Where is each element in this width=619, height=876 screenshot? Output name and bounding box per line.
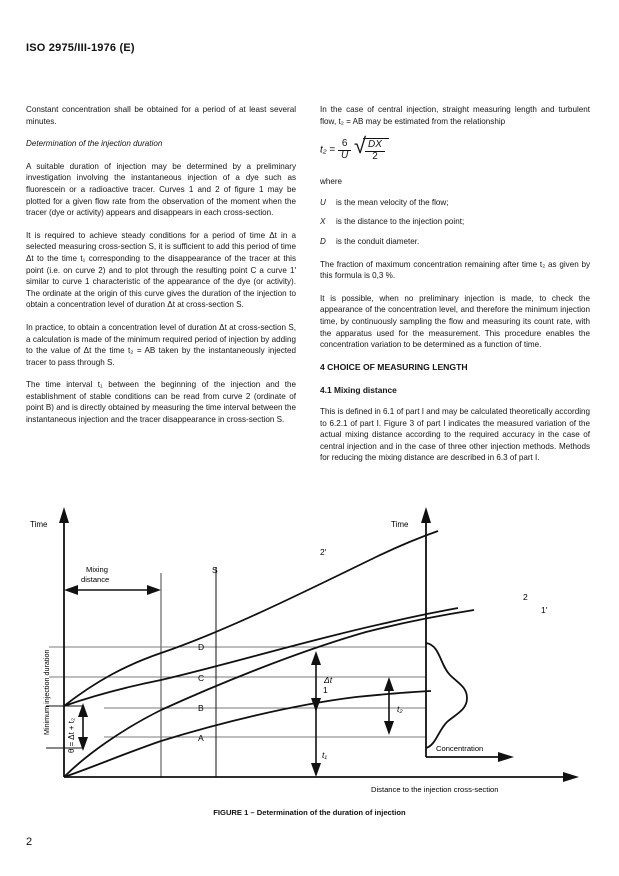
point-label-d: D	[198, 642, 205, 652]
point-label-b: B	[198, 703, 204, 713]
definition-row	[320, 197, 590, 209]
paragraph-fraction-max-concentration: The fraction of maximum concentration remaining after time t₂ as given by this formula is 0,3 %.	[320, 259, 590, 281]
paragraph-suitable-duration: A suitable duration of injection may be determined by a preliminary investigation involving the instantaneous injection of a dye such as fluorescein or a radioactive tracer. Curves 1 and 2 of figure 1 may be plotted for a given flow rate from the observation of the moment when the tracer (dye or activity) appears and disappears in each cross-section.	[26, 161, 296, 218]
theta-measure	[78, 703, 88, 751]
concentration-axis	[426, 752, 514, 762]
document-header: ISO 2975/III-1976 (E)	[26, 42, 135, 54]
curve-label-2: 2	[523, 592, 528, 602]
section-s-label: S	[212, 565, 218, 575]
right-axis-label-time: Time	[391, 520, 409, 529]
mixing-distance-label-line1: Mixing	[86, 565, 108, 574]
paragraph-no-preliminary-injection: It is possible, when no preliminary injection is made, to check the appearance of the concentration level, and therefore the minimum injection time, by continuously sampling the flow and measuring its count rate, with the apparatus used for the measurement. This procedure enables the concentration variation to be determined as a function of time.	[320, 293, 590, 350]
theta-formula-label: θ = Δt + t₂	[67, 717, 76, 753]
minimum-injection-duration-label: Minimum injection duration	[42, 649, 51, 735]
curve-2-prime	[64, 531, 438, 706]
symbol-definition-list	[320, 197, 590, 248]
definition-symbol: X	[320, 217, 326, 227]
t1-measure	[311, 703, 321, 777]
curve-2	[64, 608, 458, 706]
paragraph-mixing-distance: This is defined in 6.1 of part I and may be calculated theoretically according to 6.2.1 of part I. Figure 3 of part I indicates the measured variation of the actual mixing distance according to the required accuracy in the case of central injection and in the case of three other injection methods. Methods for reducing the mixing distance are described in 6.3 of part I.	[320, 406, 590, 463]
formula-t2	[320, 133, 590, 162]
right-time-axis	[421, 507, 431, 757]
formula-radicand-numerator: DX	[365, 140, 385, 152]
definition-symbol: U	[320, 197, 326, 207]
definition-symbol: D	[320, 236, 326, 246]
concentration-axis-label: Concentration	[436, 744, 484, 753]
formula-radicand-denominator: 2	[372, 150, 378, 162]
formula-radicand	[363, 138, 389, 162]
point-label-a: A	[198, 733, 204, 743]
delta-t-label: Δt	[324, 675, 333, 685]
paragraph-central-injection: In the case of central injection, straight measuring length and turbulent flow, t₂ = AB may be estimated from the relationship	[320, 105, 590, 126]
distance-axis-label: Distance to the injection cross-section	[371, 785, 499, 794]
formula-coefficient-denominator: U	[341, 149, 349, 161]
definition-text: is the mean velocity of the flow;	[336, 197, 449, 207]
figure-1-graphic	[26, 505, 593, 805]
formula-square-root	[354, 133, 389, 162]
formula-radicand-fraction	[365, 140, 385, 162]
left-axis-label-time: Time	[30, 520, 48, 529]
definition-row	[320, 216, 590, 228]
section-heading-4: 4 CHOICE OF MEASURING LENGTH	[320, 361, 468, 372]
t1-label: t₁	[322, 750, 328, 760]
axis-arrow-icon	[498, 752, 514, 762]
subheading-injection-duration: Determination of the injection duration	[26, 139, 163, 149]
figure-1	[26, 505, 593, 835]
axis-arrow-icon	[59, 507, 69, 523]
paragraph-constant-concentration: Constant concentration shall be obtained for a period of at least several minutes.	[26, 105, 296, 126]
radical-icon: √	[354, 133, 367, 159]
left-text-column	[26, 104, 296, 437]
formula-coefficient-numerator: 6	[338, 139, 351, 151]
where-label: where	[320, 177, 343, 187]
formula-equals: =	[329, 144, 336, 156]
paragraph-steady-conditions: It is required to achieve steady conditions for a period of time Δt in a selected measuring cross-section S, it is sufficient to add this period of time Δt to the time t₁ corresponding to the disappearance of the tracer at this point (i.e. on curve 2) and to plot through the resulting point C a curve 1' similar to curve 1 characteristic of the appearance of the dye (or activity). The ordinate at the origin of this curve gives the duration of the injection to obtain a concentration level of duration Δt at cross-section S.	[26, 230, 296, 310]
distance-axis	[64, 772, 579, 782]
formula-lhs: t₂	[320, 144, 327, 156]
curve-label-1: 1	[323, 685, 328, 695]
axis-arrow-icon	[563, 772, 579, 782]
definition-row	[320, 236, 590, 248]
curve-label-2-prime: 2′	[320, 547, 327, 557]
right-text-column	[320, 104, 590, 475]
curve-1-prime	[64, 610, 474, 777]
point-label-c: C	[198, 673, 205, 683]
paragraph-in-practice: In practice, to obtain a concentration level of duration Δt at cross-section S, a calculation is made of the minimum required period of injection by adding to the value of Δt the time t₂ = AB taken by the instantaneously injected tracer to pass through S.	[26, 322, 296, 367]
formula-coefficient-fraction	[338, 139, 351, 161]
figure-caption: FIGURE 1 – Determination of the duration of injection	[213, 808, 406, 817]
paragraph-time-interval: The time interval t₁ between the beginning of the injection and the establishment of stable conditions can be read from curve 2 (ordinate of point B) and is directly obtained by measuring the time interval between the instantaneous injection and the tracer disappearance in cross-section S.	[26, 380, 296, 425]
subsection-heading-4-1: 4.1 Mixing distance	[320, 385, 397, 396]
definition-text: is the distance to the injection point;	[336, 217, 465, 227]
t2-label: t₂	[397, 704, 403, 714]
definition-text: is the conduit diameter.	[336, 236, 420, 246]
concentration-profile-curve	[426, 643, 467, 748]
mixing-distance-measure	[64, 585, 161, 595]
t2-measure	[384, 677, 394, 735]
mixing-distance-label-line2: distance	[81, 575, 110, 584]
axis-arrow-icon	[421, 507, 431, 523]
curve-label-1-prime: 1′	[541, 605, 548, 615]
page-number: 2	[26, 836, 33, 848]
